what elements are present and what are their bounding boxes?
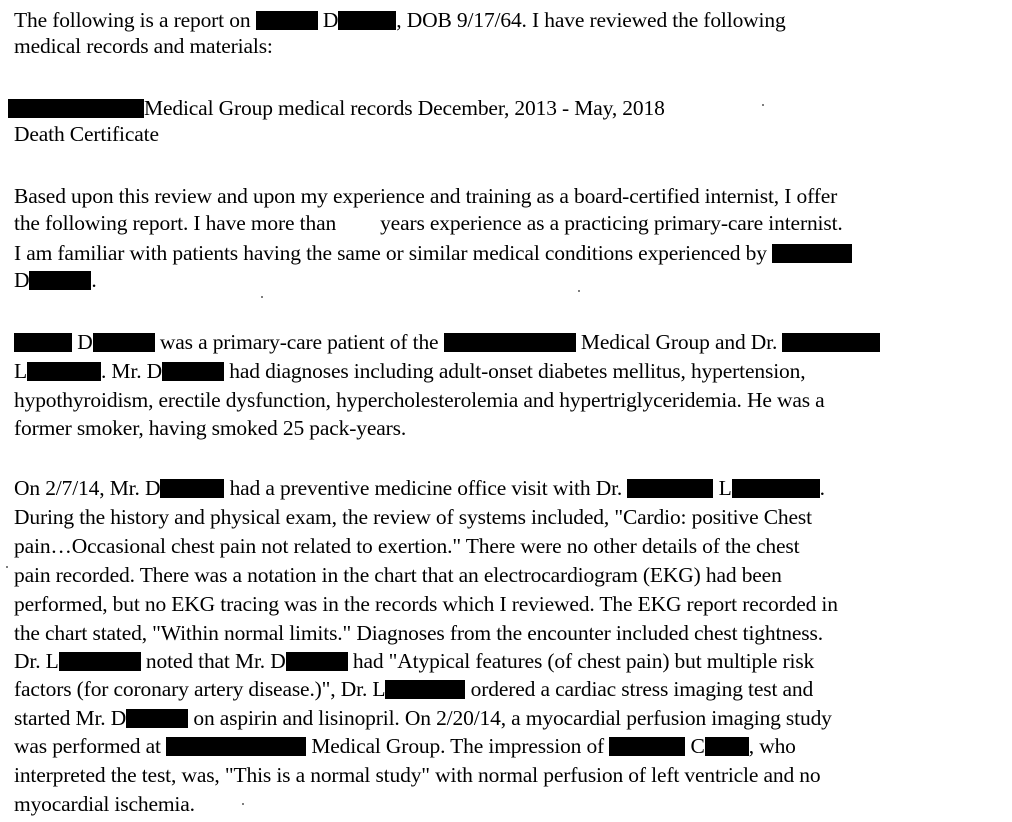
text: D [14,268,30,292]
text: Dr. L [14,649,59,673]
scan-speck [762,104,764,106]
text: was a primary-care patient of the [159,330,439,354]
redaction-block [29,271,91,290]
text: Medical Group and Dr. [580,330,778,354]
visit-line-3 [14,534,799,558]
redaction-block [338,11,396,30]
redaction-block [286,652,348,671]
visit-line-7 [14,649,814,673]
text: years experience as a practicing primary-care internist. [380,211,843,235]
basis-line-1 [14,184,837,208]
redaction-block [93,333,155,352]
text: L [14,359,27,383]
visit-line-10 [14,734,796,758]
visit-line-2 [14,505,812,529]
redaction-block [627,479,713,498]
history-line-1 [14,330,880,354]
visit-line-9 [14,706,832,730]
text: had diagnoses including adult-onset diabetes mellitus, hypertension, [229,359,806,383]
redaction-block [256,11,318,30]
visit-line-4 [14,563,782,587]
text: medical records and materials: [14,34,273,58]
redaction-block [705,737,749,756]
materials-line-1 [8,96,665,120]
text: was performed at [14,734,161,758]
history-line-2 [14,359,805,383]
scan-speck [6,566,8,568]
text: former smoker, having smoked 25 pack-years. [14,416,407,440]
redaction-block [782,333,880,352]
text: started Mr. D [14,706,127,730]
text: pain recorded. There was a notation in the chart that an electrocardiogram (EKG) had been [14,563,782,587]
redaction-block [385,680,465,699]
visit-line-8 [14,677,813,701]
intro-line-2 [14,34,273,58]
history-line-3 [14,388,825,412]
scan-speck [242,803,244,805]
redaction-block [444,333,576,352]
materials-line-2 [14,122,159,146]
text: had "Atypical features (of chest pain) but multiple risk [352,649,815,673]
text: pain…Occasional chest pain not related to exertion." There were no other details of the chest [14,534,800,558]
text: performed, but no EKG tracing was in the records which I reviewed. The EKG report recorded in [14,592,838,616]
basis-line-3 [14,241,852,265]
text: Death Certificate [14,122,159,146]
text: I am familiar with patients having the same or similar medical conditions experienced by [14,241,767,265]
text: hypothyroidism, erectile dysfunction, hypercholesterolemia and hypertriglyceridemia. He was a [14,388,825,412]
visit-line-12 [14,792,195,816]
text: ordered a cardiac stress imaging test and [470,677,814,701]
text: , who [748,734,796,758]
redaction-block [27,362,101,381]
redaction-block [126,709,188,728]
redaction-block [166,737,306,756]
scan-speck [261,296,263,298]
basis-line-2 [14,211,843,235]
text: the chart stated, "Within normal limits." Diagnoses from the encounter included chest tightness. [14,621,823,645]
visit-line-1 [14,476,825,500]
text: D [322,8,339,32]
text: factors (for coronary artery disease.)", Dr. L [14,677,386,701]
redaction-block [162,362,224,381]
redaction-block [8,99,144,118]
text: had a preventive medicine office visit with Dr. [229,476,623,500]
text: myocardial ischemia. [14,792,195,816]
text: D [77,330,93,354]
text: . [819,476,825,500]
text: Medical Group medical records December, 2013 - May, 2018 [144,96,665,120]
text: . [91,268,97,292]
redaction-block [160,479,224,498]
visit-line-11 [14,763,821,787]
redaction-block [14,333,72,352]
text: Based upon this review and upon my experience and training as a board-certified internist, I offer [14,184,838,208]
redaction-block [772,244,852,263]
text: the following report. I have more than [14,211,337,235]
scan-speck [578,290,580,292]
text: The following is a report on [14,8,251,32]
intro-line-1 [14,8,786,32]
visit-line-5 [14,592,838,616]
text: on aspirin and lisinopril. On 2/20/14, a myocardial perfusion imaging study [193,706,832,730]
text: , DOB 9/17/64. I have reviewed the following [396,8,786,32]
text: noted that Mr. D [145,649,286,673]
redaction-block [59,652,141,671]
text: During the history and physical exam, the review of systems included, "Cardio: positive Chest [14,505,812,529]
text: interpreted the test, was, "This is a normal study" with normal perfusion of left ventricle and no [14,763,821,787]
text: Medical Group. The impression of [311,734,605,758]
redaction-block [732,479,820,498]
text: C [690,734,705,758]
visit-line-6 [14,621,823,645]
basis-line-4 [14,268,97,292]
history-line-4 [14,416,406,440]
redaction-block [609,737,685,756]
text: On 2/7/14, Mr. D [14,476,161,500]
text: . Mr. D [100,359,163,383]
text: L [718,476,732,500]
